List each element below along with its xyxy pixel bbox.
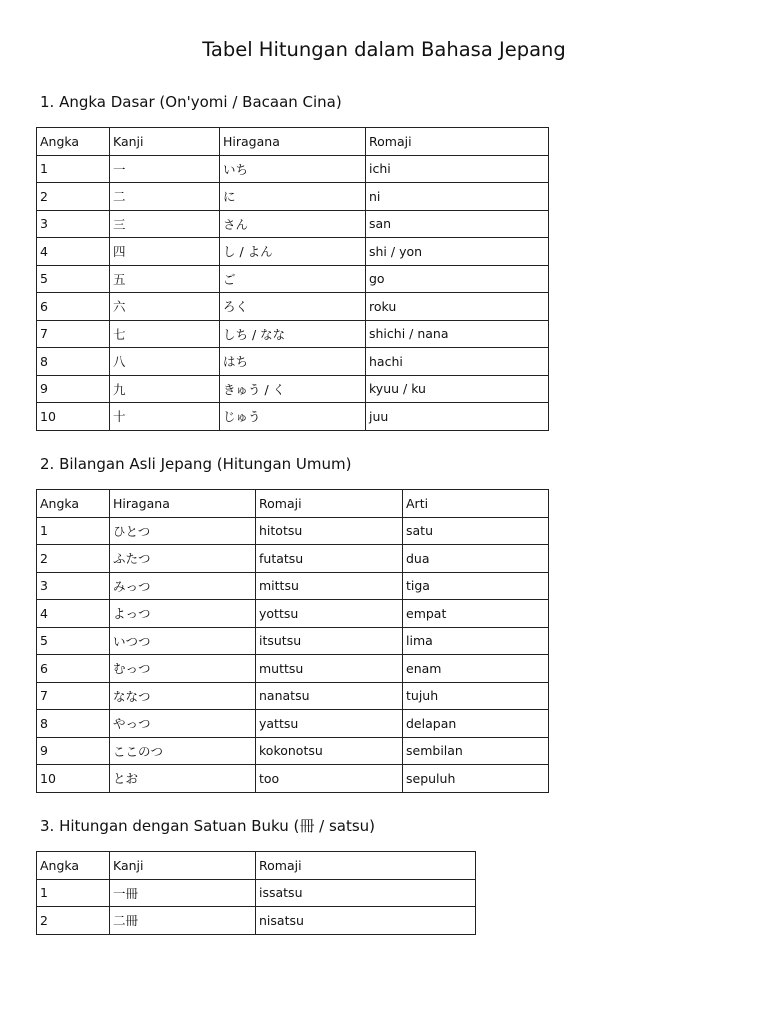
table-cell: きゅう / く [220, 375, 366, 403]
table-row [37, 375, 549, 403]
table-row [37, 737, 549, 765]
table-body [37, 128, 549, 431]
table-cell: 三 [110, 210, 220, 238]
column-header: Romaji [366, 128, 549, 156]
table-cell: ご [220, 265, 366, 293]
table-cell: too [256, 765, 403, 793]
table-cell: dua [403, 545, 549, 573]
native-numbers-table [36, 489, 549, 793]
table-cell: 5 [37, 627, 110, 655]
table-cell: 十 [110, 403, 220, 431]
table-cell: muttsu [256, 655, 403, 683]
table-row [37, 545, 549, 573]
table-cell: ichi [366, 155, 549, 183]
page-title: Tabel Hitungan dalam Bahasa Jepang [202, 38, 566, 61]
table-cell: よっつ [110, 600, 256, 628]
table-row [37, 320, 549, 348]
table-cell: 2 [37, 907, 110, 935]
table-cell: みっつ [110, 572, 256, 600]
table-cell: ひとつ [110, 517, 256, 545]
table-header-row [37, 490, 549, 518]
table-cell: juu [366, 403, 549, 431]
table-row [37, 572, 549, 600]
table-cell: lima [403, 627, 549, 655]
table-row [37, 155, 549, 183]
table-cell: enam [403, 655, 549, 683]
table-cell: いつつ [110, 627, 256, 655]
table-cell: yattsu [256, 710, 403, 738]
column-header: Kanji [110, 128, 220, 156]
column-header: Angka [37, 852, 110, 880]
table-cell: ろく [220, 293, 366, 321]
table-cell: 九 [110, 375, 220, 403]
table-cell: hitotsu [256, 517, 403, 545]
table-cell: しち / なな [220, 320, 366, 348]
table-row [37, 265, 549, 293]
table-cell: 四 [110, 238, 220, 266]
table-cell: 4 [37, 238, 110, 266]
column-header: Romaji [256, 490, 403, 518]
table-cell: empat [403, 600, 549, 628]
table-cell: じゅう [220, 403, 366, 431]
table-cell: kyuu / ku [366, 375, 549, 403]
table-row [37, 682, 549, 710]
table-cell: ふたつ [110, 545, 256, 573]
table-row [37, 907, 476, 935]
section-heading-book-counter: 3. Hitungan dengan Satuan Buku (冊 / satsu) [40, 817, 376, 835]
table-cell: nanatsu [256, 682, 403, 710]
table-cell: に [220, 183, 366, 211]
table-cell: 6 [37, 293, 110, 321]
table-row [37, 627, 549, 655]
table-cell: し / よん [220, 238, 366, 266]
table-cell: roku [366, 293, 549, 321]
table-cell: はち [220, 348, 366, 376]
table-cell: とお [110, 765, 256, 793]
table-cell: 9 [37, 375, 110, 403]
table-row [37, 238, 549, 266]
table-cell: 一 [110, 155, 220, 183]
column-header: Arti [403, 490, 549, 518]
table-cell: 1 [37, 517, 110, 545]
table-cell: sepuluh [403, 765, 549, 793]
table-body [37, 852, 476, 935]
table-row [37, 655, 549, 683]
table-cell: satu [403, 517, 549, 545]
table-cell: 1 [37, 155, 110, 183]
table-cell: 7 [37, 682, 110, 710]
section-heading-basic-numbers: 1. Angka Dasar (On'yomi / Bacaan Cina) [40, 93, 342, 111]
book-counter-table [36, 851, 476, 935]
table-row [37, 183, 549, 211]
table-cell: むっつ [110, 655, 256, 683]
table-cell: 2 [37, 545, 110, 573]
table-cell: 3 [37, 210, 110, 238]
column-header: Hiragana [110, 490, 256, 518]
table-cell: 10 [37, 403, 110, 431]
table-cell: itsutsu [256, 627, 403, 655]
column-header: Angka [37, 490, 110, 518]
table-cell: 8 [37, 710, 110, 738]
table-cell: 七 [110, 320, 220, 348]
table-cell: 2 [37, 183, 110, 211]
table-cell: 6 [37, 655, 110, 683]
table-cell: ni [366, 183, 549, 211]
table-cell: tiga [403, 572, 549, 600]
table-cell: 4 [37, 600, 110, 628]
column-header: Hiragana [220, 128, 366, 156]
table-row [37, 879, 476, 907]
table-cell: 一冊 [110, 879, 256, 907]
table-cell: futatsu [256, 545, 403, 573]
table-cell: hachi [366, 348, 549, 376]
table-cell: shichi / nana [366, 320, 549, 348]
table-cell: tujuh [403, 682, 549, 710]
table-cell: 六 [110, 293, 220, 321]
table-header-row [37, 128, 549, 156]
table-row [37, 600, 549, 628]
table-body [37, 490, 549, 793]
table-row [37, 403, 549, 431]
table-header-row [37, 852, 476, 880]
table-cell: 9 [37, 737, 110, 765]
column-header: Angka [37, 128, 110, 156]
table-cell: ななつ [110, 682, 256, 710]
table-cell: shi / yon [366, 238, 549, 266]
table-row [37, 293, 549, 321]
table-cell: 3 [37, 572, 110, 600]
table-cell: 二冊 [110, 907, 256, 935]
table-cell: いち [220, 155, 366, 183]
table-cell: 5 [37, 265, 110, 293]
table-cell: sembilan [403, 737, 549, 765]
table-cell: go [366, 265, 549, 293]
table-cell: 7 [37, 320, 110, 348]
section-heading-native-numbers: 2. Bilangan Asli Jepang (Hitungan Umum) [40, 455, 352, 473]
table-cell: 八 [110, 348, 220, 376]
table-cell: 五 [110, 265, 220, 293]
table-cell: 10 [37, 765, 110, 793]
table-cell: delapan [403, 710, 549, 738]
table-cell: mittsu [256, 572, 403, 600]
table-cell: さん [220, 210, 366, 238]
table-cell: 二 [110, 183, 220, 211]
column-header: Romaji [256, 852, 476, 880]
table-cell: ここのつ [110, 737, 256, 765]
table-cell: nisatsu [256, 907, 476, 935]
table-row [37, 517, 549, 545]
basic-numbers-table [36, 127, 549, 431]
table-cell: san [366, 210, 549, 238]
table-row [37, 348, 549, 376]
table-row [37, 710, 549, 738]
table-cell: issatsu [256, 879, 476, 907]
table-cell: 8 [37, 348, 110, 376]
table-row [37, 765, 549, 793]
table-cell: 1 [37, 879, 110, 907]
column-header: Kanji [110, 852, 256, 880]
table-cell: やっつ [110, 710, 256, 738]
table-cell: kokonotsu [256, 737, 403, 765]
table-cell: yottsu [256, 600, 403, 628]
table-row [37, 210, 549, 238]
